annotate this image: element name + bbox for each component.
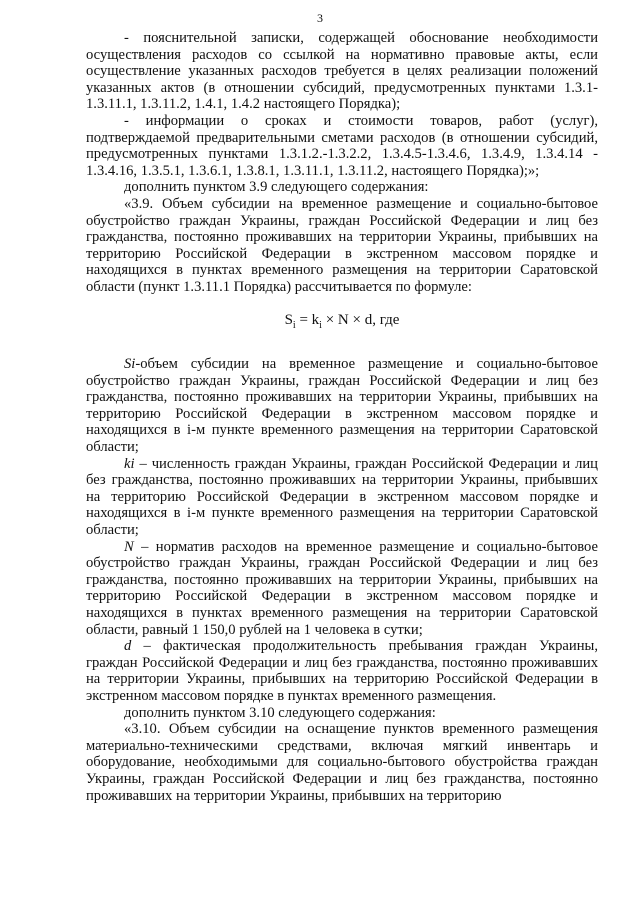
definition-n [86,539,598,639]
paragraph: - информации о сроках и стоимости товаров, работ (услуг), подтверждаемой предварительными сметами расходов (в отношении субсидий, предусмотренных пунктами 1.3.1.2.-1.3.2.2, 1.3.4.5-1.3.4.6, 1.3.4.9, 1.3.4.14 - 1.3.4.16, 1.3.5.1, 1.3.6.1, 1.3.8.1, 1.3.11.1, 1.3.11.2, настоящего Порядка);»; [86,112,598,179]
paragraph: дополнить пунктом 3.10 следующего содержания: [124,704,436,721]
document-body [86,30,598,804]
definition-text: – численность граждан Украины, граждан Российской Федерации и лиц без гражданства, постоянно проживавших на территории Украины, прибывших на территорию Российской Федерации в экстренном массовом порядке и находящихся в i-м пункте временного размещения на территории Саратовской области; [86,455,598,539]
paragraph: «3.10. Объем субсидии на оснащение пунктов временного размещения материально-техническими средствами, включая мягкий инвентарь и оборудование, необходимыми для социально-бытового обустройства граждан Украины, граждан Российской Федерации и лиц без гражданства, постоянно проживавших на территории Украины, прибывших на территорию [86,721,598,804]
formula: $S_i = k_i \times N \times d$, где [284,311,400,331]
symbol: Si [124,356,136,373]
definition-text: – норматив расходов на временное размещение и социально-бытовое обустройство граждан Украины, граждан Российской Федерации и лиц без гражданства, постоянно проживавших на территории Украины, прибывших на территорию Российской Федерации в экстренном массовом порядке и находящихся в пунктах временного размещения на территории Саратовской области, равный 1 150,0 рублей на 1 человека в сутки; [86,538,598,638]
paragraph: дополнить пунктом 3.9 следующего содержания: [124,179,429,196]
paragraph: - пояснительной записки, содержащей обоснование необходимости осуществления расходов со ссылкой на нормативно правовые акты, если осуществление указанных расходов требуется в целях реализации положений указанных актов (в отношении субсидий, предусмотренных пунктами 1.3.1-1.3.11.1, 1.3.11.2, 1.4.1, 1.4.2 настоящего Порядка); [86,30,598,113]
definition-ki [86,456,598,539]
symbol: N [124,538,134,555]
definition-text: – фактическая продолжительность пребывания граждан Украины, граждан Российской Федерации и лиц без гражданства, постоянно проживавших на территории Украины, прибывших на территорию Российской Федерации в экстренном массовом порядке в пунктах временного размещения. [86,638,598,704]
definition-text: -объем субсидии на временное размещение и социально-бытовое обустройство граждан Украины, граждан Российской Федерации и лиц без гражданства, постоянно проживавших на территории Украины, прибывших на территорию Российской Федерации в экстренном массовом порядке и находящихся в i-м пункте временного размещения на территории Саратовской области; [86,356,598,456]
symbol: ki [124,455,135,472]
page-number: 3 [317,11,323,25]
symbol: d [124,638,132,655]
paragraph: «3.9. Объем субсидии на временное размещение и социально-бытовое обустройство граждан Украины, граждан Российской Федерации и лиц без гражданства, постоянно проживавших на территории Украины, прибывших на территорию Российской Федерации в экстренном массовом порядке и находящихся в пунктах временного размещения на территории Саратовской области (пункт 1.3.11.1 Порядка) рассчитывается по формуле: [86,195,598,295]
definition-si [86,356,598,456]
definition-d [86,638,598,704]
